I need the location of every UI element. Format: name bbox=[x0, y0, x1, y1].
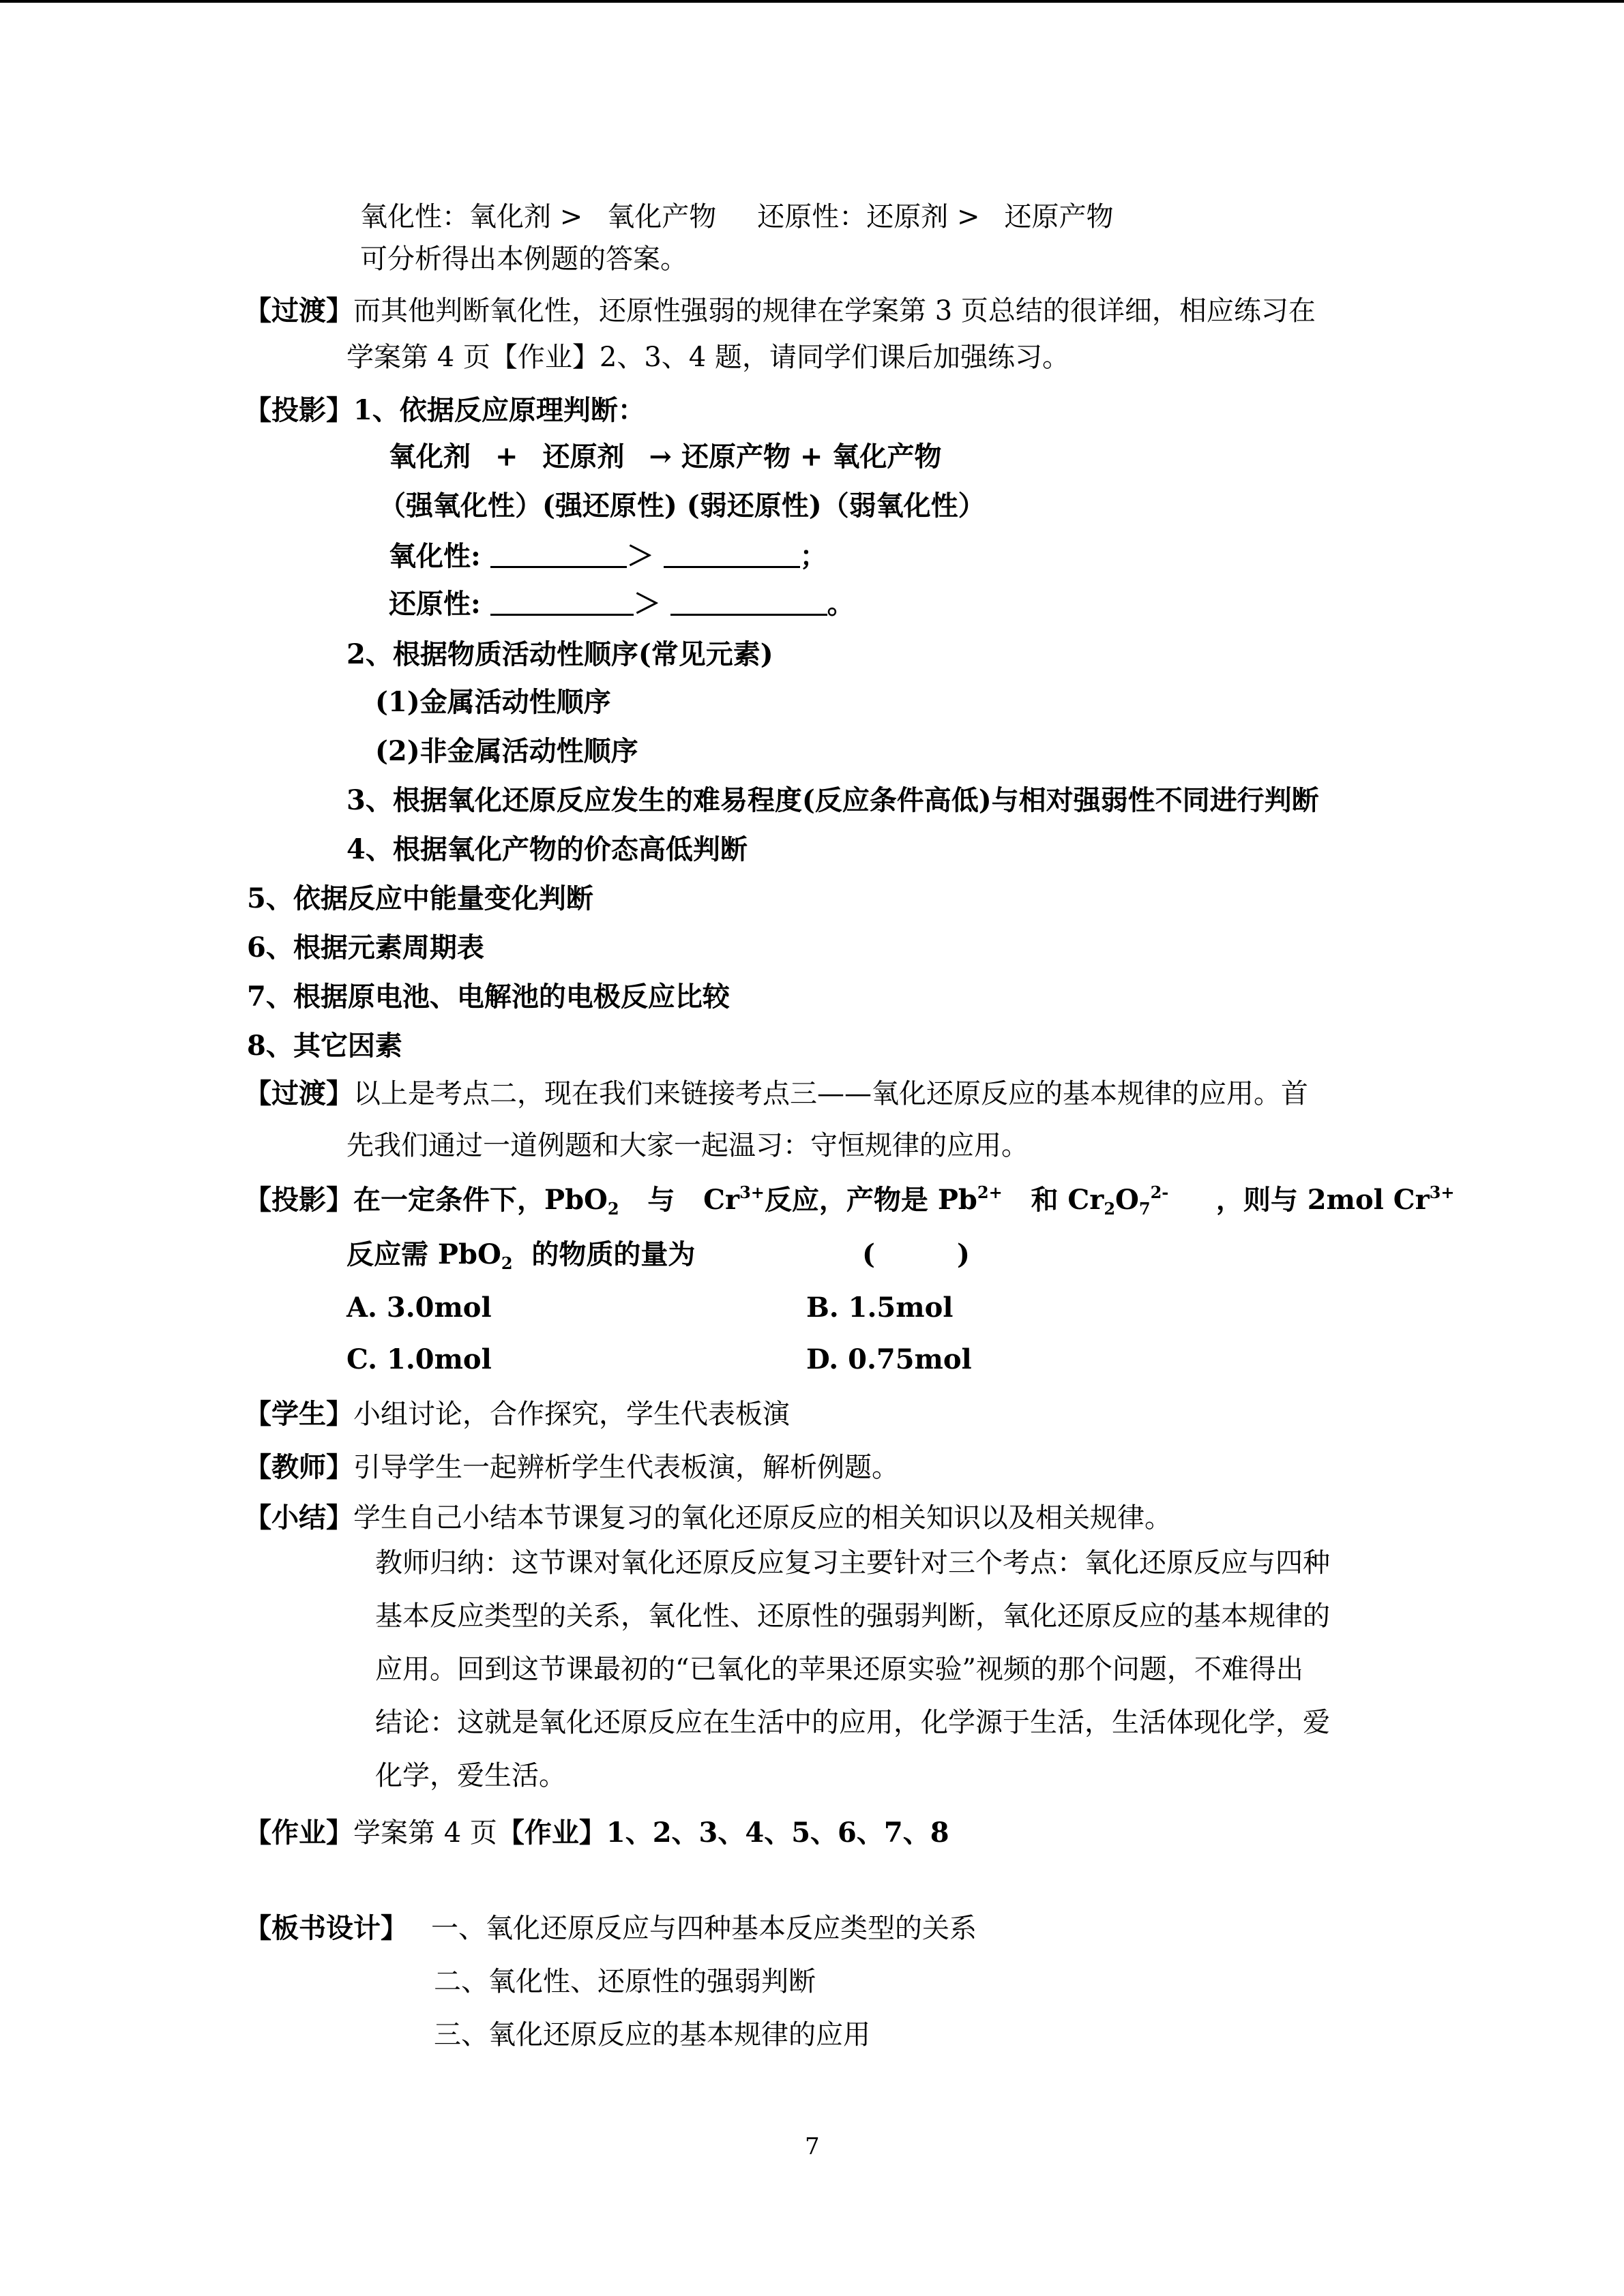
option-a: A. 3.0mol bbox=[346, 1292, 492, 1324]
line-transition-2-cont: 先我们通过一道例题和大家一起温习：守恒规律的应用。 bbox=[346, 1130, 1029, 1161]
line-summary-5: 化学，爱生活。 bbox=[375, 1760, 566, 1791]
line-oxidizing-blank: 氧化性: ＞ ； bbox=[389, 540, 827, 572]
answer-blank bbox=[490, 589, 634, 616]
page-number: 7 bbox=[805, 2133, 820, 2160]
option-c: C. 1.0mol bbox=[346, 1343, 492, 1375]
line-rule-2: 2、根据物质活动性顺序(常见元素) bbox=[346, 638, 773, 670]
line-board-design-2: 二、氧化性、还原性的强弱判断 bbox=[434, 1966, 816, 1997]
line-rule-3: 3、根据氧化还原反应发生的难易程度(反应条件高低)与相对强弱性不同进行判断 bbox=[346, 784, 1319, 816]
line-rule-4: 4、根据氧化产物的价态高低判断 bbox=[346, 833, 748, 865]
line-teacher: 【教师】引导学生一起辨析学生代表板演，解析例题。 bbox=[244, 1451, 899, 1483]
option-b: B. 1.5mol bbox=[806, 1292, 954, 1324]
line-transition-2: 【过渡】以上是考点二，现在我们来链接考点三——氧化还原反应的基本规律的应用。首 bbox=[244, 1077, 1308, 1109]
line-rule-7: 7、根据原电池、电解池的电极反应比较 bbox=[247, 981, 730, 1013]
line-homework: 【作业】学案第 4 页【作业】1、2、3、4、5、6、7、8 bbox=[244, 1817, 949, 1849]
line-property-labels: （强氧化性）(强还原性) (弱还原性)（弱氧化性） bbox=[379, 490, 986, 522]
line-summary-2: 基本反应类型的关系，氧化性、还原性的强弱判断，氧化还原反应的基本规律的 bbox=[375, 1600, 1330, 1632]
line-answer-note: 可分析得出本例题的答案。 bbox=[360, 243, 688, 275]
line-rule-2-2: (2)非金属活动性顺序 bbox=[375, 735, 638, 767]
line-rule-6: 6、根据元素周期表 bbox=[247, 931, 484, 964]
line-rule-8: 8、其它因素 bbox=[247, 1030, 402, 1062]
line-projection-1: 【投影】1、依据反应原理判断： bbox=[244, 394, 645, 426]
line-summary-4: 结论：这就是氧化还原反应在生活中的应用，化学源于生活，生活体现化学，爱 bbox=[375, 1707, 1330, 1738]
line-summary: 【小结】学生自己小结本节课复习的氧化还原反应的相关知识以及相关规律。 bbox=[244, 1502, 1172, 1534]
answer-parentheses: ( ) bbox=[862, 1238, 970, 1270]
line-projection-2: 【投影】在一定条件下，PbO$_2$ 与 $Cr^{3+}$反应，产物是 $Pb^{2+}$ 和 $Cr_2O_7^{2-}$ ，则与 2mol $Cr^{3+}$ bbox=[244, 1182, 1455, 1219]
line-board-design-3: 三、氧化还原反应的基本规律的应用 bbox=[434, 2019, 870, 2051]
line-board-design: 【板书设计】 一、氧化还原反应与四种基本反应类型的关系 bbox=[244, 1912, 977, 1944]
line-summary-3: 应用。回到这节课最初的“已氧化的苹果还原实验”视频的那个问题，不难得出 bbox=[375, 1654, 1303, 1685]
answer-blank bbox=[664, 541, 800, 568]
line-transition-1-cont: 学案第 4 页【作业】2、3、4 题，请同学们课后加强练习。 bbox=[346, 342, 1069, 373]
line-rule-5: 5、依据反应中能量变化判断 bbox=[247, 882, 593, 914]
line-summary-1: 教师归纳：这节课对氧化还原反应复习主要针对三个考点：氧化还原反应与四种 bbox=[375, 1547, 1330, 1579]
line-reaction-equation: 氧化剂 + 还原剂 → 还原产物 + 氧化产物 bbox=[389, 441, 942, 473]
answer-blank bbox=[670, 589, 827, 616]
line-oxidizing-order: 氧化性：氧化剂 > 氧化产物 还原性：还原剂 > 还原产物 bbox=[360, 201, 1114, 233]
line-students: 【学生】小组讨论，合作探究，学生代表板演 bbox=[244, 1398, 790, 1430]
line-transition-1: 【过渡】而其他判断氧化性，还原性强弱的规律在学案第 3 页总结的很详细，相应练习在 bbox=[244, 295, 1316, 327]
line-question-stem: 反应需 PbO$_2$ 的物质的量为 bbox=[346, 1238, 696, 1273]
line-reducing-blank: 还原性: ＞ 。 bbox=[389, 588, 855, 620]
option-d: D. 0.75mol bbox=[806, 1343, 972, 1375]
answer-blank bbox=[490, 541, 627, 568]
page-top-rule bbox=[0, 0, 1624, 3]
line-rule-2-1: (1)金属活动性顺序 bbox=[375, 686, 611, 718]
